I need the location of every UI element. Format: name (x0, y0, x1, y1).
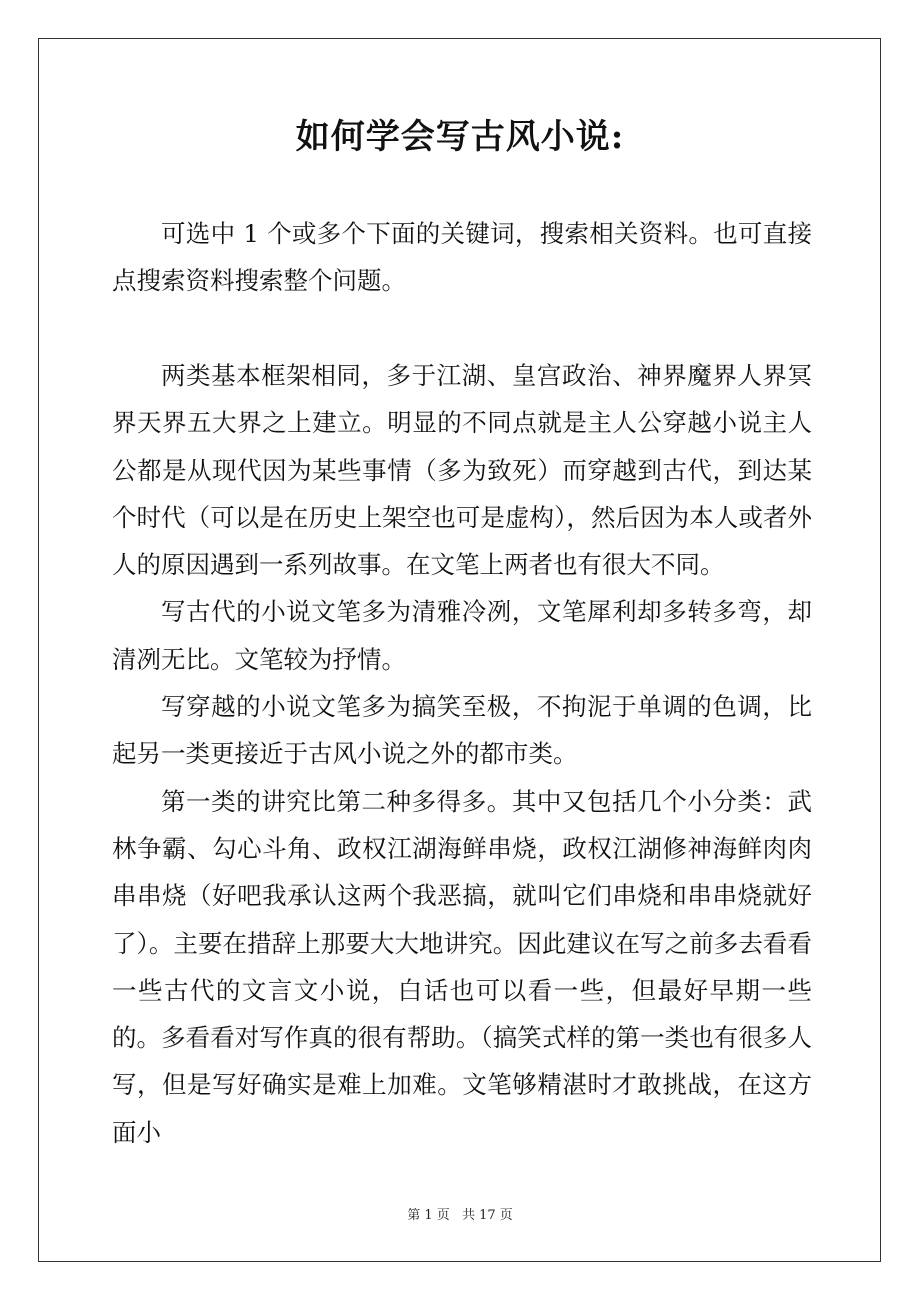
paragraph-4: 第一类的讲究比第二种多得多。其中又包括几个小分类：武林争霸、勾心斗角、政权江湖海鲜串烧，政权江湖修神海鲜肉肉串串烧（好吧我承认这两个我恶搞，就叫它们串烧和串串烧就好了）。主要在措辞上那要大大地讲究。因此建议在写之前多去看看一些古代的文言文小说，白话也可以看一些，但最好早期一些的。多看看对写作真的很有帮助。（搞笑式样的第一类也有很多人写，但是写好确实是难上加难。文笔够精湛时才敢挑战，在这方面小 (112, 786, 812, 1147)
paragraph-1: 两类基本框架相同，多于江湖、皇宫政治、神界魔界人界冥界天界五大界之上建立。明显的不同点就是主人公穿越小说主人公都是从现代因为某些事情（多为致死）而穿越到古代，到达某个时代（可以是在历史上架空也可是虚构），然后因为本人或者外人的原因遇到一系列故事。在文笔上两者也有很大不同。 (112, 361, 812, 580)
main-body (112, 352, 812, 1156)
paragraph-3: 写穿越的小说文笔多为搞笑至极，不拘泥于单调的色调，比起另一类更接近于古风小说之外的都市类。 (112, 692, 812, 769)
intro-block (112, 210, 812, 305)
intro-paragraph: 可选中 1 个或多个下面的关键词，搜索相关资料。也可直接点搜索资料搜索整个问题。 (112, 219, 812, 296)
page-number: 第 1 页 (407, 1208, 450, 1223)
page-footer (0, 1206, 920, 1226)
paragraph-2: 写古代的小说文笔多为清雅冷冽，文笔犀利却多转多弯，却清冽无比。文笔较为抒情。 (112, 597, 812, 674)
document-title: 如何学会写古风小说: (295, 117, 625, 157)
total-pages: 共 17 页 (461, 1208, 513, 1223)
